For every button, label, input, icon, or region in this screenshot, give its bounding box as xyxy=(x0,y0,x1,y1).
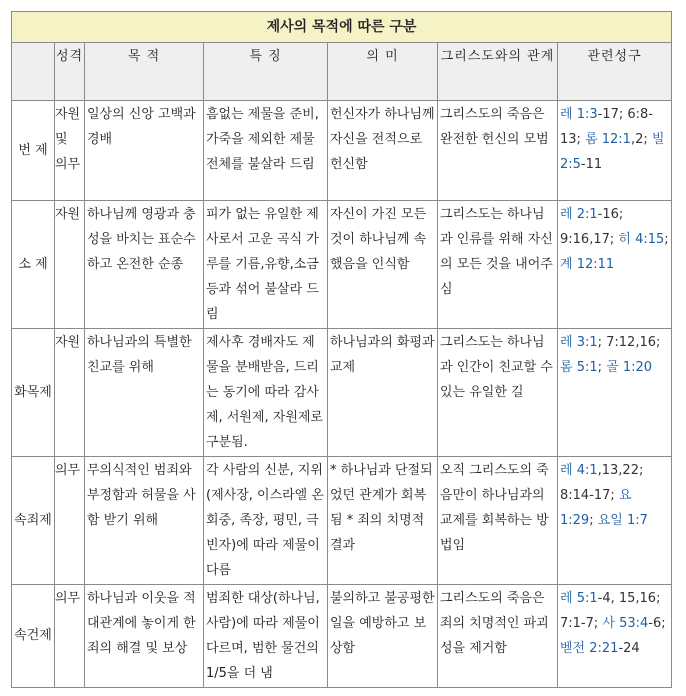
verse-text: -16; 9:16,17; xyxy=(560,207,624,247)
header-nature: 성격 xyxy=(55,43,85,101)
verse-link[interactable]: 요 1:29 xyxy=(560,488,632,528)
row-feature: 흠없는 제물을 준비, 가죽을 제외한 제물 전체를 불살라 드림 xyxy=(204,101,328,201)
header-purpose: 목 적 xyxy=(85,43,204,101)
row-purpose: 하나님과의 특별한 친교를 위해 xyxy=(85,329,204,457)
row-meaning: 불의하고 불공평한 일을 예방하고 보상함 xyxy=(328,585,438,688)
verse-link[interactable]: 레 4:1 xyxy=(560,463,598,478)
verse-text: -11 xyxy=(580,157,603,172)
row-meaning: 헌신자가 하나님께 자신을 전적으로 헌신함 xyxy=(328,101,438,201)
row-name: 소 제 xyxy=(12,201,55,329)
verse-link[interactable]: 롬 5:1 xyxy=(560,360,598,375)
verse-text: ,13,22; 8:14-17; xyxy=(560,463,644,503)
row-nature: 자원 및 의무 xyxy=(55,101,85,201)
header-verses: 관련성구 xyxy=(558,43,672,101)
verse-link[interactable]: 골 1:20 xyxy=(606,360,653,375)
verse-text: ; xyxy=(589,513,598,528)
table-title: 제사의 목적에 따른 구분 xyxy=(12,12,672,43)
row-purpose: 하나님께 영광과 충성을 바치는 표순수하고 온전한 순종 xyxy=(85,201,204,329)
verse-link[interactable]: 빌 2:5 xyxy=(560,132,665,172)
header-christ: 그리스도와의 관계 xyxy=(438,43,558,101)
row-name: 속죄제 xyxy=(12,457,55,585)
row-verses xyxy=(558,457,672,585)
row-feature: 범죄한 대상(하나님,사람)에 따라 제물이 다르며, 범한 물건의 1/5을 더 냄 xyxy=(204,585,328,688)
row-nature: 의무 xyxy=(55,585,85,688)
verse-link[interactable]: 레 2:1 xyxy=(560,207,598,222)
row-name: 속건제 xyxy=(12,585,55,688)
row-meaning: * 하나님과 단절되었던 관계가 회복됨 * 죄의 치명적 결과 xyxy=(328,457,438,585)
header-feature: 특 징 xyxy=(204,43,328,101)
header-meaning: 의 미 xyxy=(328,43,438,101)
row-christ: 그리스도의 죽음은 완전한 헌신의 모범 xyxy=(438,101,558,201)
row-name: 화목제 xyxy=(12,329,55,457)
verse-text: ,2; xyxy=(630,132,652,147)
verse-link[interactable]: 히 4:15 xyxy=(618,232,665,247)
table-row xyxy=(12,101,672,201)
verse-link[interactable]: 레 1:3 xyxy=(560,107,598,122)
verse-link[interactable]: 롬 12:1 xyxy=(585,132,631,147)
verse-link[interactable]: 계 12:11 xyxy=(560,257,615,272)
verse-text: -17; 6:8-13; xyxy=(560,107,653,147)
table-row xyxy=(12,329,672,457)
verse-link[interactable]: 벧전 2:21 xyxy=(560,641,619,656)
row-nature: 의무 xyxy=(55,457,85,585)
row-feature: 제사후 경배자도 제물을 분배받음, 드리는 동기에 따라 감사제, 서원제, 자원제로 구분됨. xyxy=(204,329,328,457)
verse-link[interactable]: 레 3:1 xyxy=(560,335,598,350)
row-christ: 오직 그리스도의 죽음만이 하나님과의 교제를 회복하는 방법임 xyxy=(438,457,558,585)
row-feature: 피가 없는 유일한 제사로서 고운 곡식 가루를 기름,유향,소금 등과 섞어 불살라 드림 xyxy=(204,201,328,329)
row-nature: 자원 xyxy=(55,201,85,329)
table-row xyxy=(12,585,672,688)
row-name: 번 제 xyxy=(12,101,55,201)
verse-text: -24 xyxy=(618,641,640,656)
row-christ: 그리스도는 하나님과 인류를 위해 자신의 모든 것을 내어주심 xyxy=(438,201,558,329)
table-row xyxy=(12,457,672,585)
row-christ: 그리스도는 하나님과 인간이 친교할 수 있는 유일한 길 xyxy=(438,329,558,457)
header-row xyxy=(12,43,672,101)
row-purpose: 무의식적인 범죄와 부정함과 허물을 사함 받기 위해 xyxy=(85,457,204,585)
row-verses xyxy=(558,201,672,329)
row-purpose: 일상의 신앙 고백과 경배 xyxy=(85,101,204,201)
row-feature: 각 사람의 신분, 지위(제사장, 이스라엘 온 회중, 족장, 평민, 극빈자)에 따라 제물이 다름 xyxy=(204,457,328,585)
header-corner xyxy=(12,43,55,101)
verse-text: ; xyxy=(597,360,607,375)
verse-text: ; xyxy=(664,232,669,247)
verse-link[interactable]: 요일 1:7 xyxy=(597,513,648,528)
row-meaning: 자신이 가진 모든 것이 하나님께 속했음을 인식함 xyxy=(328,201,438,329)
row-purpose: 하나님과 이웃을 적대관계에 놓이게 한 죄의 해결 및 보상 xyxy=(85,585,204,688)
verse-link[interactable]: 사 53:4 xyxy=(602,616,649,631)
sacrifice-table xyxy=(11,11,672,688)
row-verses xyxy=(558,101,672,201)
row-meaning: 하나님과의 화평과 교제 xyxy=(328,329,438,457)
sacrifice-table-wrapper xyxy=(11,11,671,688)
row-verses xyxy=(558,585,672,688)
table-row xyxy=(12,201,672,329)
row-nature: 자원 xyxy=(55,329,85,457)
verse-text: -4, 15,16; 7:1-7; xyxy=(560,591,661,631)
verse-link[interactable]: 레 5:1 xyxy=(560,591,598,606)
verse-text: ; 7:12,16; xyxy=(597,335,661,350)
row-verses xyxy=(558,329,672,457)
verse-text: -6; xyxy=(648,616,666,631)
row-christ: 그리스도의 죽음은 죄의 치명적인 파괴성을 제거함 xyxy=(438,585,558,688)
